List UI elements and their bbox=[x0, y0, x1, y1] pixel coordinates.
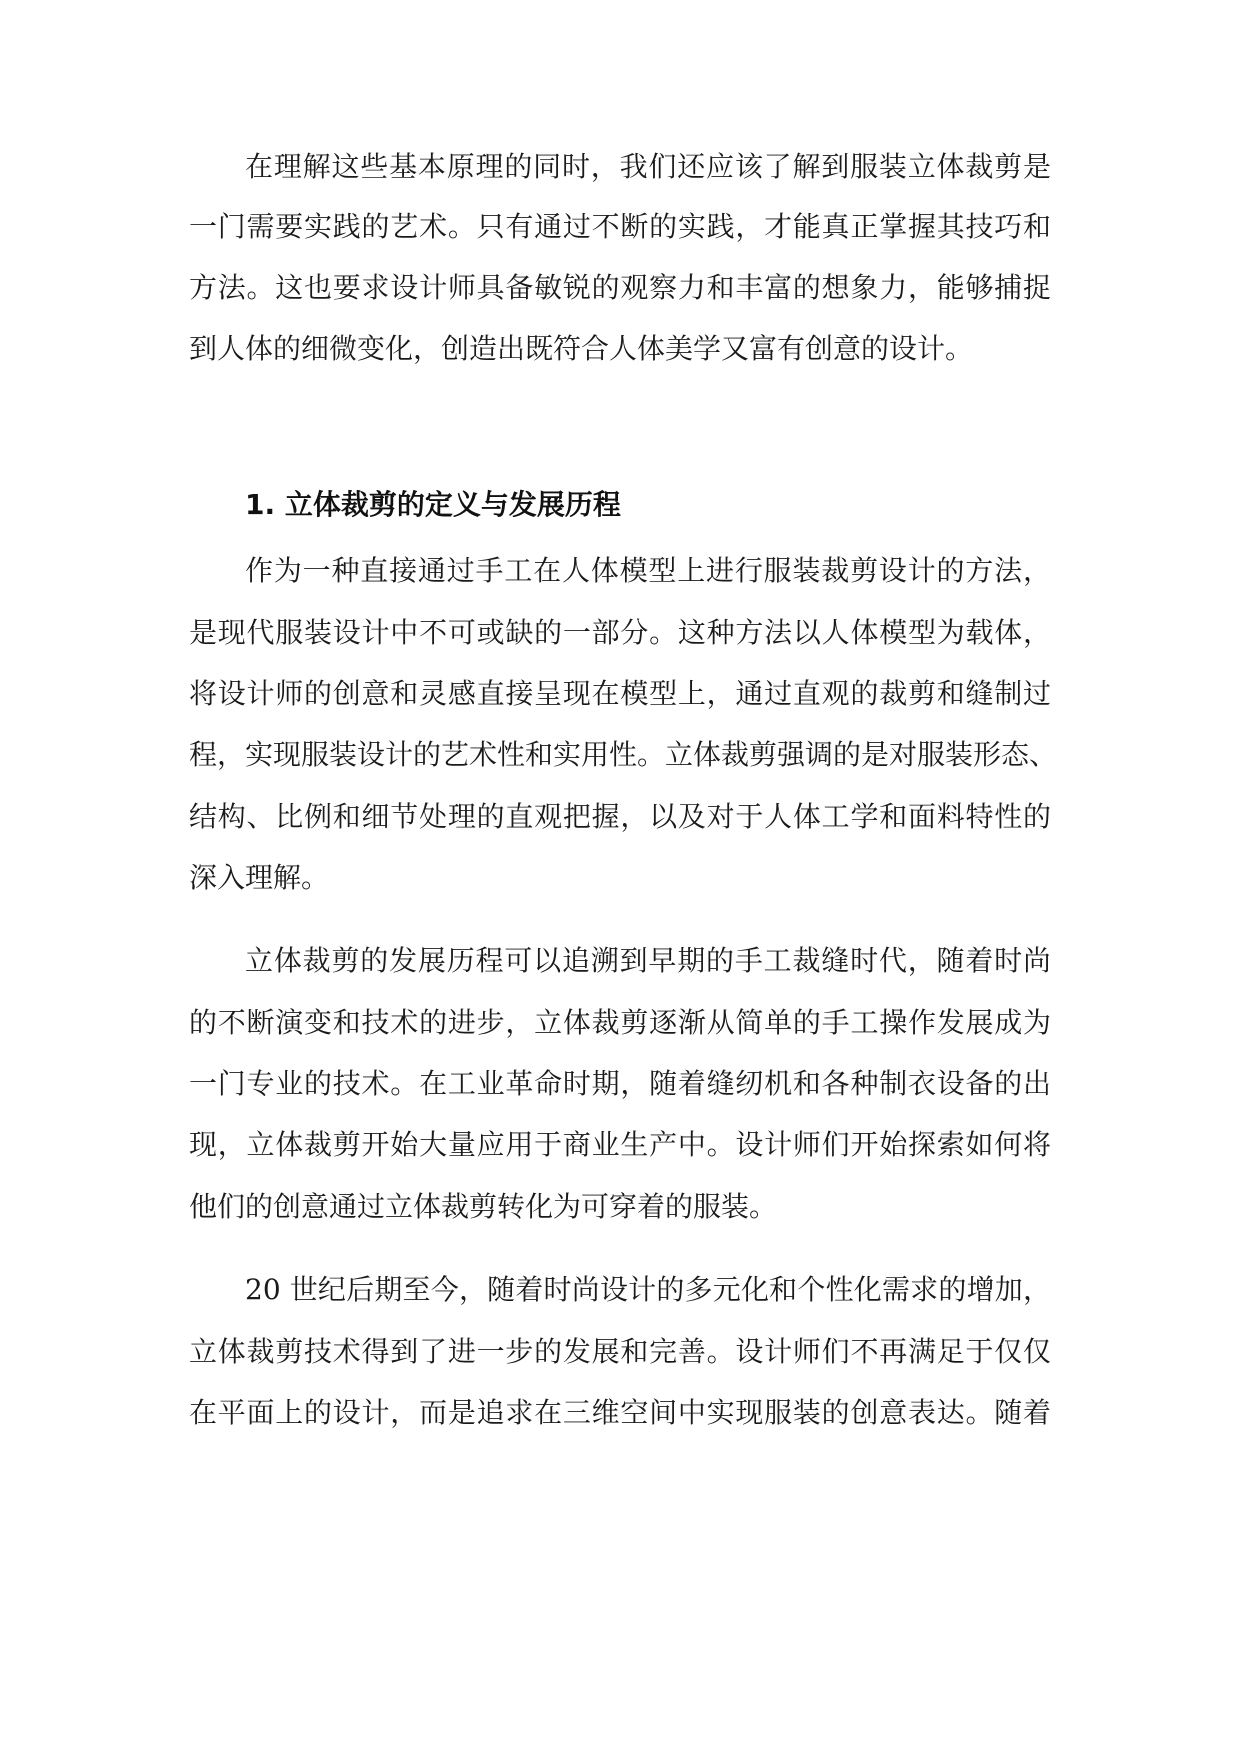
paragraph-3-line-3: 一门专业的技术。在工业革命时期，随着缝纫机和各种制衣设备的出 bbox=[189, 1067, 1051, 1100]
section-heading: 1. 立体裁剪的定义与发展历程 bbox=[245, 488, 621, 521]
paragraph-4-line-3: 在平面上的设计，而是追求在三维空间中实现服装的创意表达。随着 bbox=[189, 1396, 1051, 1429]
paragraph-2-line-2: 是现代服装设计中不可或缺的一部分。这种方法以人体模型为载体， bbox=[189, 616, 1051, 649]
paragraph-4-line-1: 20 世纪后期至今，随着时尚设计的多元化和个性化需求的增加， bbox=[245, 1273, 1051, 1306]
paragraph-1-line-3: 方法。这也要求设计师具备敏锐的观察力和丰富的想象力，能够捕捉 bbox=[189, 271, 1051, 304]
paragraph-3-line-2: 的不断演变和技术的进步，立体裁剪逐渐从简单的手工操作发展成为 bbox=[189, 1006, 1051, 1039]
paragraph-4-line-2: 立体裁剪技术得到了进一步的发展和完善。设计师们不再满足于仅仅 bbox=[189, 1335, 1051, 1368]
paragraph-1-line-1: 在理解这些基本原理的同时，我们还应该了解到服装立体裁剪是 bbox=[245, 150, 1051, 183]
paragraph-2-line-3: 将设计师的创意和灵感直接呈现在模型上，通过直观的裁剪和缝制过 bbox=[189, 677, 1051, 710]
paragraph-3-line-1: 立体裁剪的发展历程可以追溯到早期的手工裁缝时代，随着时尚 bbox=[245, 944, 1051, 977]
paragraph-2-line-1: 作为一种直接通过手工在人体模型上进行服装裁剪设计的方法， bbox=[245, 554, 1051, 587]
paragraph-2-line-4: 程，实现服装设计的艺术性和实用性。立体裁剪强调的是对服装形态、 bbox=[189, 738, 1058, 771]
paragraph-3-line-5: 他们的创意通过立体裁剪转化为可穿着的服装。 bbox=[189, 1190, 778, 1223]
paragraph-1-line-2: 一门需要实践的艺术。只有通过不断的实践，才能真正掌握其技巧和 bbox=[189, 210, 1051, 243]
paragraph-1-line-4: 到人体的细微变化，创造出既符合人体美学又富有创意的设计。 bbox=[189, 332, 974, 365]
paragraph-2-line-5: 结构、比例和细节处理的直观把握，以及对于人体工学和面料特性的 bbox=[189, 800, 1051, 833]
paragraph-2-line-6: 深入理解。 bbox=[189, 861, 330, 894]
paragraph-3-line-4: 现，立体裁剪开始大量应用于商业生产中。设计师们开始探索如何将 bbox=[189, 1128, 1051, 1161]
